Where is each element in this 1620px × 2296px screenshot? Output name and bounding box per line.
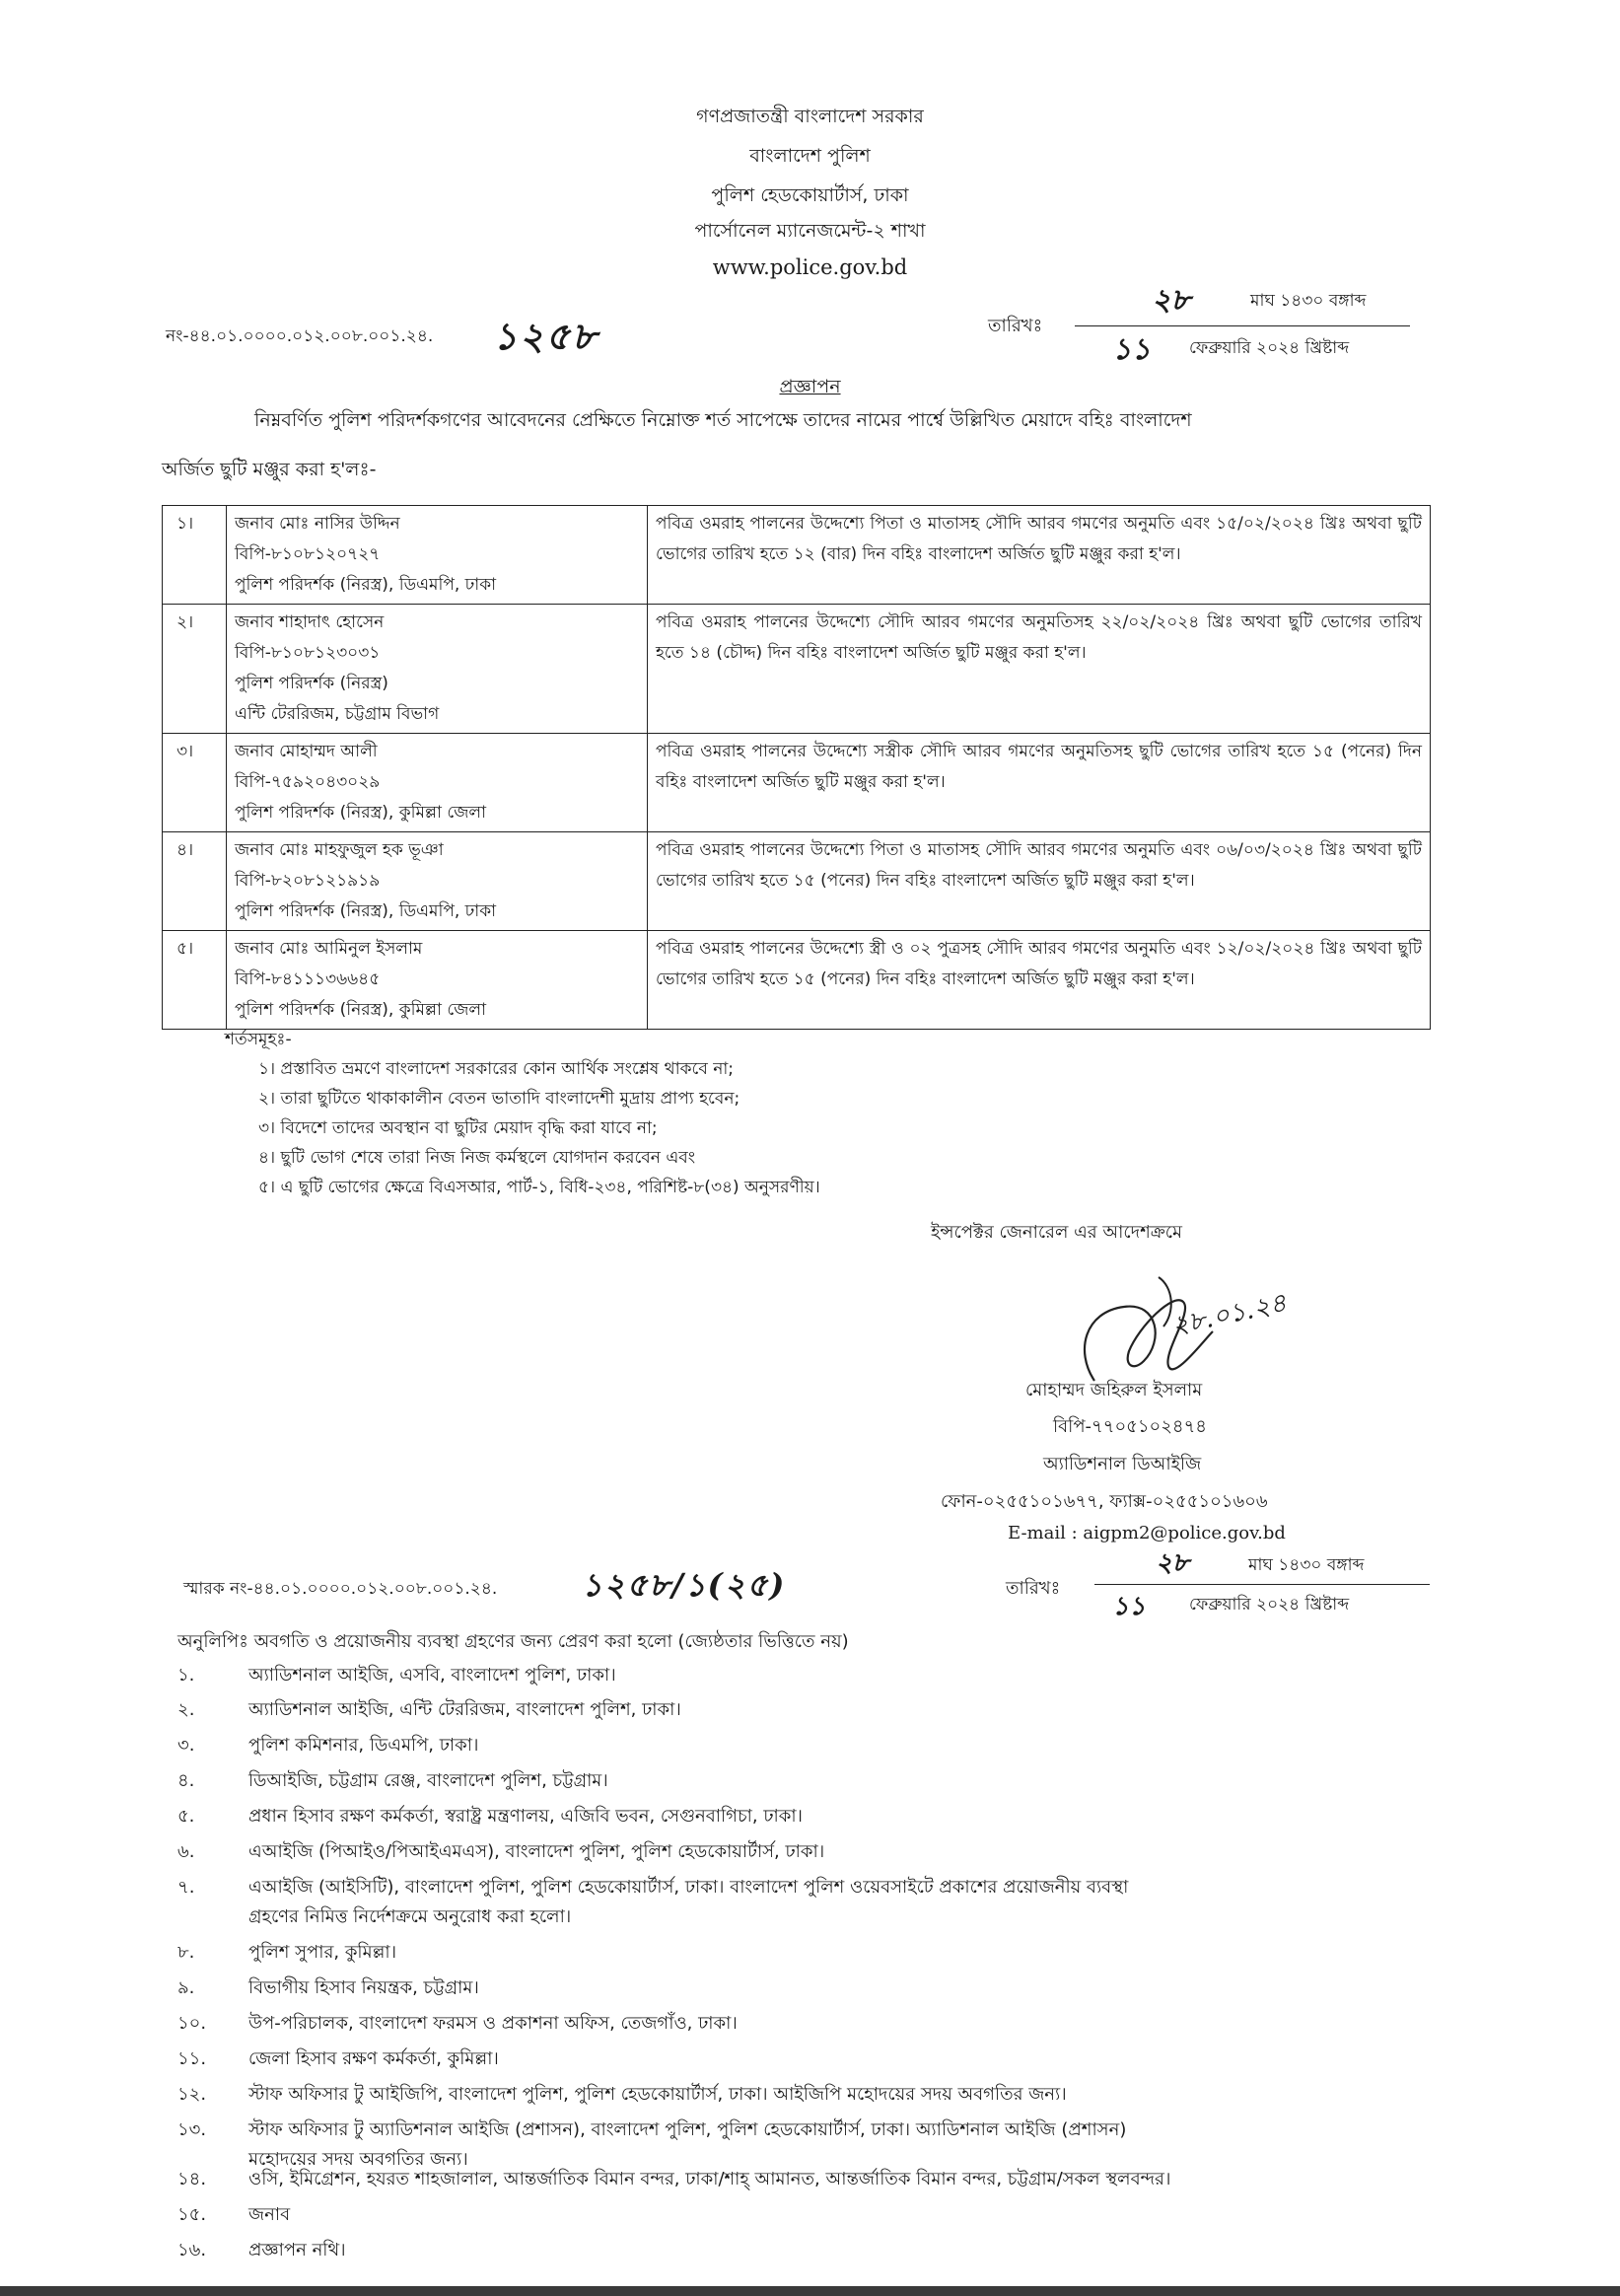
list-item	[177, 2045, 499, 2073]
list-text: ওসি, ইমিগ্রেশন, হযরত শাহজালাল, আন্তর্জাতিক বিমান বন্দর, ঢাকা/শাহ্ আমানত, আন্তর্জাতিক বিমান বন্দর, চট্টগ্রাম/সকল স্থলবন্দর।	[248, 2169, 1171, 2189]
officer-post: পুলিশ পরিদর্শক (নিরস্ত্র), কুমিল্লা জেলা	[235, 1000, 487, 1020]
memo2-date-bangla-day: ২৮	[1156, 1548, 1189, 1578]
description-cell: পবিত্র ওমরাহ পালনের উদ্দেশ্যে পিতা ও মাতাসহ সৌদি আরব গমণের অনুমতি এবং ০৬/০৩/২০২৪ খ্রিঃ অথবা ছুটি ভোগের তারিখ হতে ১৫ (পনের) দিন বহিঃ বাংলাদেশ অর্জিত ছুটি মঞ্জুর করা হ'ল।	[648, 832, 1431, 931]
officer-bp: বিপি-৮১০৮১২০৭২৭	[235, 544, 381, 564]
list-text: অ্যাডিশনাল আইজি, এন্টি টেররিজম, বাংলাদেশ পুলিশ, ঢাকা।	[248, 1699, 681, 1720]
description-cell: পবিত্র ওমরাহ পালনের উদ্দেশ্যে সৌদি আরব গমণের অনুমতিসহ ২২/০২/২০২৪ খ্রিঃ অথবা ছুটি ভোগের তারিখ হতে ১৪ (চৌদ্দ) দিন বহিঃ বাংলাদেশ অর্জিত ছুটি মঞ্জুর করা হ'ল।	[648, 605, 1431, 734]
list-number: ১.	[177, 1665, 195, 1686]
name-cell	[227, 931, 648, 1030]
list-number: ১২.	[177, 2084, 207, 2105]
signatory-bp: বিপি-৭৭০৫১০২৪৭৪	[1053, 1416, 1207, 1437]
memo2-number-handwritten: ১২৫৮/১(২৫)	[582, 1566, 787, 1604]
table-row	[163, 931, 1431, 1030]
officer-bp: বিপি-৮১০৮১২৩০৩১	[235, 643, 381, 663]
order-line: ইন্সপেক্টর জেনারেল এর আদেশক্রমে	[931, 1222, 1183, 1243]
name-cell	[227, 832, 648, 931]
memo2-date-greg-month: ফেব্রুয়ারি ২০২৪ খ্রিষ্টাব্দ	[1189, 1595, 1350, 1614]
condition-item: ২। তারা ছুটিতে থাকাকালীন বেতন ভাতাদি বাংলাদেশী মুদ্রায় প্রাপ্য হবেন;	[258, 1089, 740, 1109]
date-label: তারিখঃ	[988, 316, 1043, 336]
memo2-date-divider	[1094, 1584, 1430, 1585]
memo2-date-bangla-month: মাঘ ১৪৩০ বঙ্গাব্দ	[1248, 1555, 1365, 1575]
list-item	[177, 1767, 608, 1795]
list-text: উপ-পরিচালক, বাংলাদেশ ফরমস ও প্রকাশনা অফিস, তেজগাঁও, ঢাকা।	[248, 2013, 738, 2034]
list-item	[177, 2166, 1170, 2193]
list-item	[177, 1838, 824, 1866]
serial-cell: ৩।	[163, 734, 227, 832]
notice-para-line2: অর্জিত ছুটি মঞ্জুর করা হ'লঃ-	[162, 459, 377, 480]
signatory-email[interactable]: E-mail : aigpm2@police.gov.bd	[1008, 1523, 1286, 1543]
list-number: ৬.	[177, 1841, 195, 1862]
officer-bp: বিপি-৮৪১১১৩৬৬৪৫	[235, 969, 381, 989]
officer-name: জনাব মোহাম্মদ আলী	[235, 742, 378, 761]
list-item	[177, 1874, 1128, 1901]
list-item	[177, 1803, 803, 1830]
list-number: ১৩.	[177, 2119, 207, 2140]
list-text: পুলিশ কমিশনার, ডিএমপি, ঢাকা।	[248, 1735, 479, 1756]
officer-name: জনাব মোঃ মাহফুজুল হক ভূঞা	[235, 840, 444, 860]
list-text: অ্যাডিশনাল আইজি, এসবি, বাংলাদেশ পুলিশ, ঢাকা।	[248, 1665, 616, 1686]
list-item	[177, 2237, 346, 2264]
list-item	[177, 1662, 616, 1689]
date-bangla-day: ২৮	[1152, 283, 1190, 318]
list-item	[177, 2201, 290, 2229]
condition-item: ৩। বিদেশে তাদের অবস্থান বা ছুটির মেয়াদ বৃদ্ধি করা যাবে না;	[258, 1118, 658, 1138]
table-row	[163, 506, 1431, 605]
list-item	[177, 1696, 681, 1724]
leave-table	[162, 505, 1431, 1030]
name-cell	[227, 605, 648, 734]
govt-name: গণপ্রজাতন্ত্রী বাংলাদেশ সরকার	[696, 106, 924, 127]
website-link[interactable]: www.police.gov.bd	[712, 255, 908, 279]
officer-name: জনাব মোঃ আমিনুল ইসলাম	[235, 939, 423, 959]
list-number: ২.	[177, 1699, 195, 1720]
list-item	[177, 2010, 738, 2038]
distribution-intro: অনুলিপিঃ অবগতি ও প্রয়োজনীয় ব্যবস্থা গ্রহণের জন্য প্রেরণ করা হলো (জ্যেষ্ঠতার ভিত্তিতে নয়)	[177, 1631, 849, 1652]
memo2-date-label: তারিখঃ	[1006, 1578, 1061, 1599]
list-number: ১৬.	[177, 2240, 207, 2260]
office-name: পুলিশ হেডকোয়ার্টার্স, ঢাকা	[711, 184, 909, 206]
list-number: ১১.	[177, 2048, 207, 2069]
list-text: জেলা হিসাব রক্ষণ কর্মকর্তা, কুমিল্লা।	[248, 2048, 499, 2069]
officer-post: পুলিশ পরিদর্শক (নিরস্ত্র), ডিএমপি, ঢাকা	[235, 575, 497, 595]
list-item-continuation: মহোদয়ের সদয় অবগতির জন্য।	[248, 2149, 468, 2170]
condition-item: ৫। এ ছুটি ভোগের ক্ষেত্রে বিএসআর, পার্ট-১, বিধি-২৩৪, পরিশিষ্ট-৮(৩৪) অনুসরণীয়।	[258, 1178, 820, 1197]
officer-post: পুলিশ পরিদর্শক (নিরস্ত্র), কুমিল্লা জেলা	[235, 803, 487, 823]
list-number: ৫.	[177, 1806, 195, 1827]
list-text: এআইজি (পিআইও/পিআইএমএস), বাংলাদেশ পুলিশ, পুলিশ হেডকোয়ার্টার্স, ঢাকা।	[248, 1841, 825, 1862]
description-cell: পবিত্র ওমরাহ পালনের উদ্দেশ্যে সস্ত্রীক সৌদি আরব গমণের অনুমতিসহ ছুটি ভোগের তারিখ হতে ১৫ (পনের) দিন বহিঃ বাংলাদেশ অর্জিত ছুটি মঞ্জুর করা হ'ল।	[648, 734, 1431, 832]
list-text: স্টাফ অফিসার টু আইজিপি, বাংলাদেশ পুলিশ, পুলিশ হেডকোয়ার্টার্স, ঢাকা। আইজিপি মহোদয়ের সদয় অবগতির জন্য।	[248, 2084, 1067, 2105]
scan-edge	[0, 2286, 1620, 2296]
officer-bp: বিপি-৮২০৮১২১৯১৯	[235, 871, 381, 891]
officer-bp: বিপি-৭৫৯২০৪৩০২৯	[235, 772, 381, 792]
list-number: ১৫.	[177, 2204, 207, 2225]
memo2-number: স্মারক নং-৪৪.০১.০০০০.০১২.০০৮.০০১.২৪.	[183, 1579, 498, 1599]
list-text: স্টাফ অফিসার টু অ্যাডিশনাল আইজি (প্রশাসন), বাংলাদেশ পুলিশ, পুলিশ হেডকোয়ার্টার্স, ঢাকা। অ্যাডিশনাল আইজি (প্রশাসন)	[248, 2119, 1127, 2140]
table-row	[163, 832, 1431, 931]
branch-name: পার্সোনেল ম্যানেজমেন্ট-২ শাখা	[694, 220, 926, 242]
list-number: ৭.	[177, 1877, 195, 1898]
name-cell	[227, 506, 648, 605]
list-item	[177, 1974, 479, 2002]
serial-cell: ৫।	[163, 931, 227, 1030]
serial-cell: ৪।	[163, 832, 227, 931]
memo-number: নং-৪৪.০১.০০০০.০১২.০০৮.০০১.২৪.	[166, 326, 434, 346]
notice-para-line1: নিম্নবর্ণিত পুলিশ পরিদর্শকগণের আবেদনের প্রেক্ষিতে নিম্নোক্ত শর্ত সাপেক্ষে তাদের নামের পার্শ্বে উল্লিখিত মেয়াদে বহিঃ বাংলাদেশ	[254, 409, 1192, 431]
officer-unit: এন্টি টেররিজম, চট্টগ্রাম বিভাগ	[235, 704, 440, 724]
list-number: ৪.	[177, 1770, 195, 1791]
list-number: ৮.	[177, 1942, 195, 1963]
list-number: ১৪.	[177, 2169, 207, 2189]
list-text: এআইজি (আইসিটি), বাংলাদেশ পুলিশ, পুলিশ হেডকোয়ার্টার্স, ঢাকা। বাংলাদেশ পুলিশ ওয়েবসাইটে প্রকাশের প্রয়োজনীয় ব্যবস্থা	[248, 1877, 1129, 1898]
signatory-name: মোহাম্মদ জহিরুল ইসলাম	[1025, 1380, 1203, 1400]
list-item	[177, 1939, 396, 1967]
list-text: প্রজ্ঞাপন নথি।	[248, 2240, 346, 2260]
memo-number-handwritten: ১২৫৮	[493, 314, 599, 358]
list-number: ১০.	[177, 2013, 207, 2034]
signatory-contact: ফোন-০২৫৫১০১৬৭৭, ফ্যাক্স-০২৫৫১০১৬০৬	[941, 1491, 1268, 1512]
table-row	[163, 605, 1431, 734]
memo2-date-greg-day: ১১	[1112, 1592, 1146, 1621]
list-text: বিভাগীয় হিসাব নিয়ন্ত্রক, চট্টগ্রাম।	[248, 1977, 479, 1998]
list-text: জনাব	[248, 2204, 291, 2225]
date-greg-month: ফেব্রুয়ারি ২০২৪ খ্রিষ্টাব্দ	[1189, 338, 1350, 358]
serial-cell: ১।	[163, 506, 227, 605]
officer-name: জনাব মোঃ নাসির উদ্দিন	[235, 514, 400, 534]
list-item	[177, 1732, 478, 1759]
officer-name: জনাব শাহাদাৎ হোসেন	[235, 612, 385, 632]
description-cell: পবিত্র ওমরাহ পালনের উদ্দেশ্যে স্ত্রী ও ০২ পুত্রসহ সৌদি আরব গমণের অনুমতি এবং ১২/০২/২০২৪ খ্রিঃ অথবা ছুটি ভোগের তারিখ হতে ১৫ (পনের) দিন বহিঃ বাংলাদেশ অর্জিত ছুটি মঞ্জুর করা হ'ল।	[648, 931, 1431, 1030]
table-row	[163, 734, 1431, 832]
list-number: ৯.	[177, 1977, 195, 1998]
officer-post: পুলিশ পরিদর্শক (নিরস্ত্র)	[235, 674, 388, 693]
list-text: ডিআইজি, চট্টগ্রাম রেঞ্জ, বাংলাদেশ পুলিশ, চট্টগ্রাম।	[248, 1770, 608, 1791]
list-number: ৩.	[177, 1735, 195, 1756]
date-greg-day: ১১	[1112, 332, 1151, 367]
condition-item: ৪। ছুটি ভোগ শেষে তারা নিজ নিজ কর্মস্থলে যোগদান করবেন এবং	[258, 1148, 696, 1168]
notice-title: প্রজ্ঞাপন	[779, 376, 841, 397]
name-cell	[227, 734, 648, 832]
list-item	[177, 2081, 1067, 2109]
condition-item: ১। প্রস্তাবিত ভ্রমণে বাংলাদেশ সরকারের কোন আর্থিক সংশ্লেষ থাকবে না;	[258, 1059, 735, 1079]
officer-post: পুলিশ পরিদর্শক (নিরস্ত্র), ডিএমপি, ঢাকা	[235, 901, 497, 921]
conditions-heading: শর্তসমূহঃ-	[225, 1030, 292, 1049]
signatory-designation: অ্যাডিশনাল ডিআইজি	[1043, 1454, 1202, 1474]
date-bangla-month: মাঘ ১৪৩০ বঙ্গাব্দ	[1250, 291, 1367, 311]
signature-date: ২৮.০১.২৪	[1168, 1288, 1290, 1341]
list-text: পুলিশ সুপার, কুমিল্লা।	[248, 1942, 397, 1963]
list-text: প্রধান হিসাব রক্ষণ কর্মকর্তা, স্বরাষ্ট্র মন্ত্রণালয়, এজিবি ভবন, সেগুনবাগিচা, ঢাকা।	[248, 1806, 803, 1827]
list-item-continuation: গ্রহণের নিমিত্ত নির্দেশক্রমে অনুরোধ করা হলো।	[248, 1906, 572, 1927]
list-item	[177, 2117, 1126, 2144]
serial-cell: ২।	[163, 605, 227, 734]
org-name: বাংলাদেশ পুলিশ	[749, 145, 871, 167]
description-cell: পবিত্র ওমরাহ পালনের উদ্দেশ্যে পিতা ও মাতাসহ সৌদি আরব গমণের অনুমতি এবং ১৫/০২/২০২৪ খ্রিঃ অথবা ছুটি ভোগের তারিখ হতে ১২ (বার) দিন বহিঃ বাংলাদেশ অর্জিত ছুটি মঞ্জুর করা হ'ল।	[648, 506, 1431, 605]
